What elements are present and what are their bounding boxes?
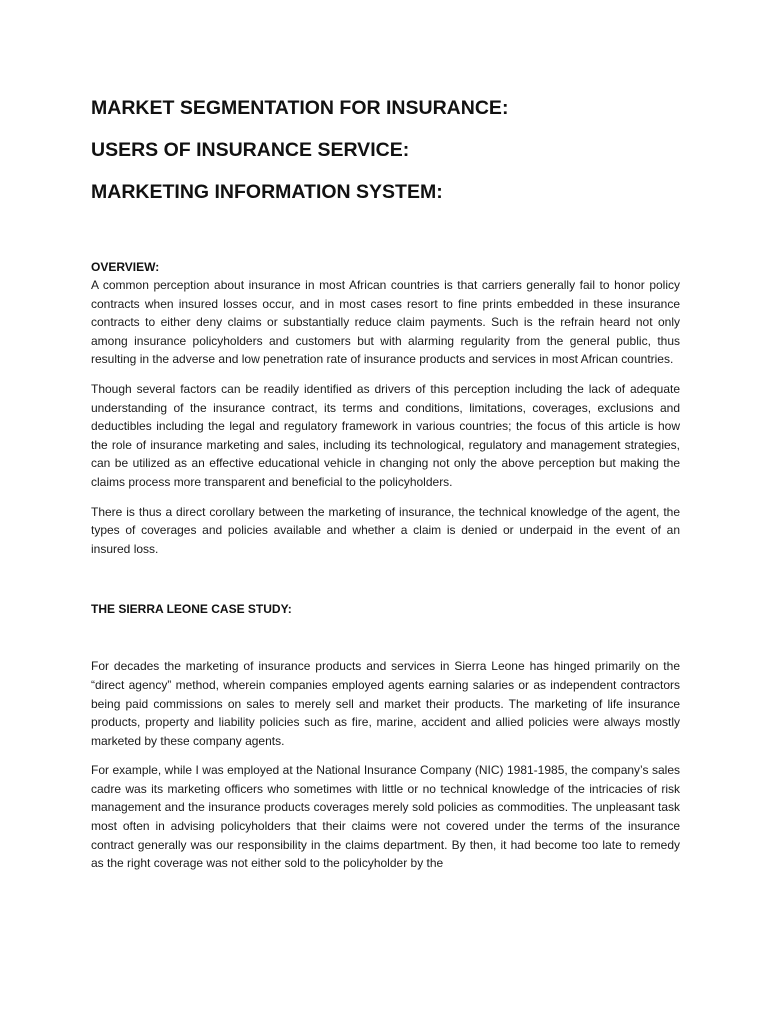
case-study-label: THE SIERRA LEONE CASE STUDY: [91, 602, 292, 617]
overview-paragraph-2: Though several factors can be readily identified as drivers of this perception including the lack of adequate understanding of the insurance contract, its terms and conditions, limitations, coverages, exclusions and deductibles including the legal and regulatory framework in various countries; the focus of this article is how the role of insurance marketing and sales, including its technological, regulatory and management strategies, can be utilized as an effective educational vehicle in changing not only the above perception but making the claims process more transparent and beneficial to the policyholders. [91, 381, 680, 489]
case-study-paragraph-1: For decades the marketing of insurance products and services in Sierra Leone has hinged primarily on the “direct agency” method, wherein companies employed agents earning salaries or as independent contractors being paid commissions on sales to merely sell and market their products. The marketing of life insurance products, property and liability policies such as fire, marine, accident and allied policies were always mostly marketed by these company agents. [91, 659, 680, 748]
case-study-paragraph-2: For example, while I was employed at the National Insurance Company (NIC) 1981-1985, the company’s sales cadre was its marketing officers who sometimes with little or no technical knowledge of the intricacies of risk management and the insurance products coverages merely sold policies as commodities. The unpleasant task most often in advising policyholders that their claims were not covered under the terms of the insurance contract generally was our responsibility in the claims department. By then, it had become too late to remedy as the right coverage was not either sold to the policyholder by the [91, 763, 680, 871]
heading-users-of-insurance: USERS OF INSURANCE SERVICE: [91, 139, 410, 161]
overview-paragraph-1: A common perception about insurance in most African countries is that carriers generally fail to honor policy contracts when insured losses occur, and in most cases resort to fine prints embedded in these insurance contracts to either deny claims or substantially reduce claim payments. Such is the refrain heard not only among insurance policyholders and customers but with alarming regularity from the general public, thus resulting in the adverse and low penetration rate of insurance products and services in most African countries. [91, 278, 680, 367]
overview-label: OVERVIEW: [91, 260, 160, 274]
heading-marketing-information-system: MARKETING INFORMATION SYSTEM: [91, 181, 443, 203]
heading-market-segmentation: MARKET SEGMENTATION FOR INSURANCE: [91, 97, 509, 119]
overview-paragraph-3: There is thus a direct corollary between the marketing of insurance, the technical knowledge of the agent, the types of coverages and policies available and whether a claim is denied or underpaid in the event of an insured loss. [91, 504, 680, 556]
